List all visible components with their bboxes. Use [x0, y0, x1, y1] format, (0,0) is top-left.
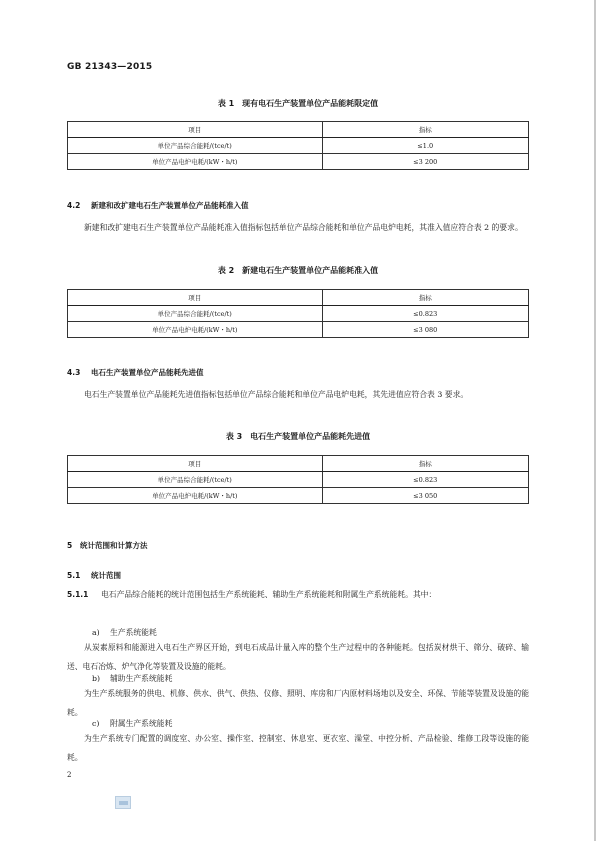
list-item-b-label — [92, 673, 172, 684]
table-row — [68, 138, 529, 154]
table-cell: 单位产品综合能耗/(tce/t) — [68, 138, 323, 154]
section-number: 4.3 — [67, 368, 81, 377]
table-cell: ≤3 200 — [322, 154, 528, 170]
table-1-title: 表 1 现有电石生产装置单位产品能耗限定值 — [217, 99, 379, 108]
section-title: 统计范围 — [91, 571, 121, 580]
section-number: 5.1.1 — [67, 590, 89, 599]
list-letter: a) — [92, 628, 100, 637]
list-item-a-label — [92, 627, 157, 638]
table-row — [68, 472, 529, 488]
column-header-value: 指标 — [322, 290, 528, 306]
column-header-value: 指标 — [322, 456, 528, 472]
table-2-title: 表 2 新建电石生产装置单位产品能耗准入值 — [217, 266, 379, 275]
section-4-3-paragraph: 电石生产装置单位产品能耗先进值指标包括单位产品综合能耗和单位产品电炉电耗，其先进值应符合表 3 要求。 — [84, 390, 469, 399]
table-3 — [67, 455, 529, 504]
table-cell: ≤0.823 — [322, 306, 528, 322]
list-item-c-paragraph: 为生产系统专门配置的调度室、办公室、操作室、控制室、休息室、更衣室、澡堂、中控分析、产品检验、维修工段等设施的能耗。 — [67, 734, 529, 762]
table-3-title: 表 3 电石生产装置单位产品能耗先进值 — [225, 432, 371, 441]
section-number: 5.1 — [67, 571, 81, 580]
section-4-3-heading — [67, 367, 204, 378]
section-title: 电石生产装置单位产品能耗先进值 — [91, 368, 204, 377]
list-item-c-label — [92, 718, 172, 729]
table-cell: 单位产品电炉电耗/(kW・h/t) — [68, 154, 323, 170]
list-letter: b) — [92, 674, 101, 683]
section-4-2-paragraph: 新建和改扩建电石生产装置单位产品能耗准入值指标包括单位产品综合能耗和单位产品电炉电耗，其准入值应符合表 2 的要求。 — [84, 223, 523, 232]
list-item-a-paragraph: 从炭素原料和能源进入电石生产界区开始，到电石成品计量入库的整个生产过程中的各种能耗。包括炭材烘干、筛分、破碎、输送、电石冶炼、炉气净化等装置及设施的能耗。 — [67, 643, 529, 671]
table-row — [68, 322, 529, 338]
section-4-2-heading — [67, 200, 249, 211]
table-cell: ≤3 080 — [322, 322, 528, 338]
table-header-row — [68, 122, 529, 138]
table-row — [68, 306, 529, 322]
table-1 — [67, 121, 529, 170]
column-header-item: 项目 — [68, 456, 323, 472]
column-header-item: 项目 — [68, 122, 323, 138]
section-5-1-heading — [67, 570, 121, 581]
table-cell: ≤0.823 — [322, 472, 528, 488]
list-item-title: 附属生产系统能耗 — [110, 719, 173, 728]
section-title: 新建和改扩建电石生产装置单位产品能耗准入值 — [91, 201, 249, 210]
page-number: 2 — [67, 771, 72, 779]
watermark-logo-icon — [115, 796, 131, 809]
table-cell: ≤3 050 — [322, 488, 528, 504]
column-header-value: 指标 — [322, 122, 528, 138]
list-item-title: 生产系统能耗 — [110, 628, 157, 637]
table-header-row — [68, 290, 529, 306]
table-2 — [67, 289, 529, 338]
section-number: 4.2 — [67, 201, 81, 210]
list-letter: c) — [92, 719, 100, 728]
section-5-heading — [67, 540, 148, 551]
list-item-title: 辅助生产系统能耗 — [110, 674, 173, 683]
section-number: 5 — [67, 541, 73, 550]
table-cell: 单位产品综合能耗/(tce/t) — [68, 472, 323, 488]
column-header-item: 项目 — [68, 290, 323, 306]
paragraph-text: 电石产品综合能耗的统计范围包括生产系统能耗、辅助生产系统能耗和附属生产系统能耗。其中： — [101, 590, 437, 599]
section-5-1-1-paragraph — [67, 585, 529, 604]
table-cell: 单位产品电炉电耗/(kW・h/t) — [68, 488, 323, 504]
table-cell: ≤1.0 — [322, 138, 528, 154]
list-item-b-paragraph: 为生产系统服务的供电、机修、供水、供气、供热、仪修、照明、库房和厂内原材料场地以及安全、环保、节能等装置及设施的能耗。 — [67, 689, 529, 717]
table-cell: 单位产品综合能耗/(tce/t) — [68, 306, 323, 322]
section-title: 统计范围和计算方法 — [80, 541, 148, 550]
table-cell: 单位产品电炉电耗/(kW・h/t) — [68, 322, 323, 338]
table-header-row — [68, 456, 529, 472]
table-row — [68, 154, 529, 170]
standard-code: GB 21343—2015 — [67, 62, 153, 72]
table-row — [68, 488, 529, 504]
